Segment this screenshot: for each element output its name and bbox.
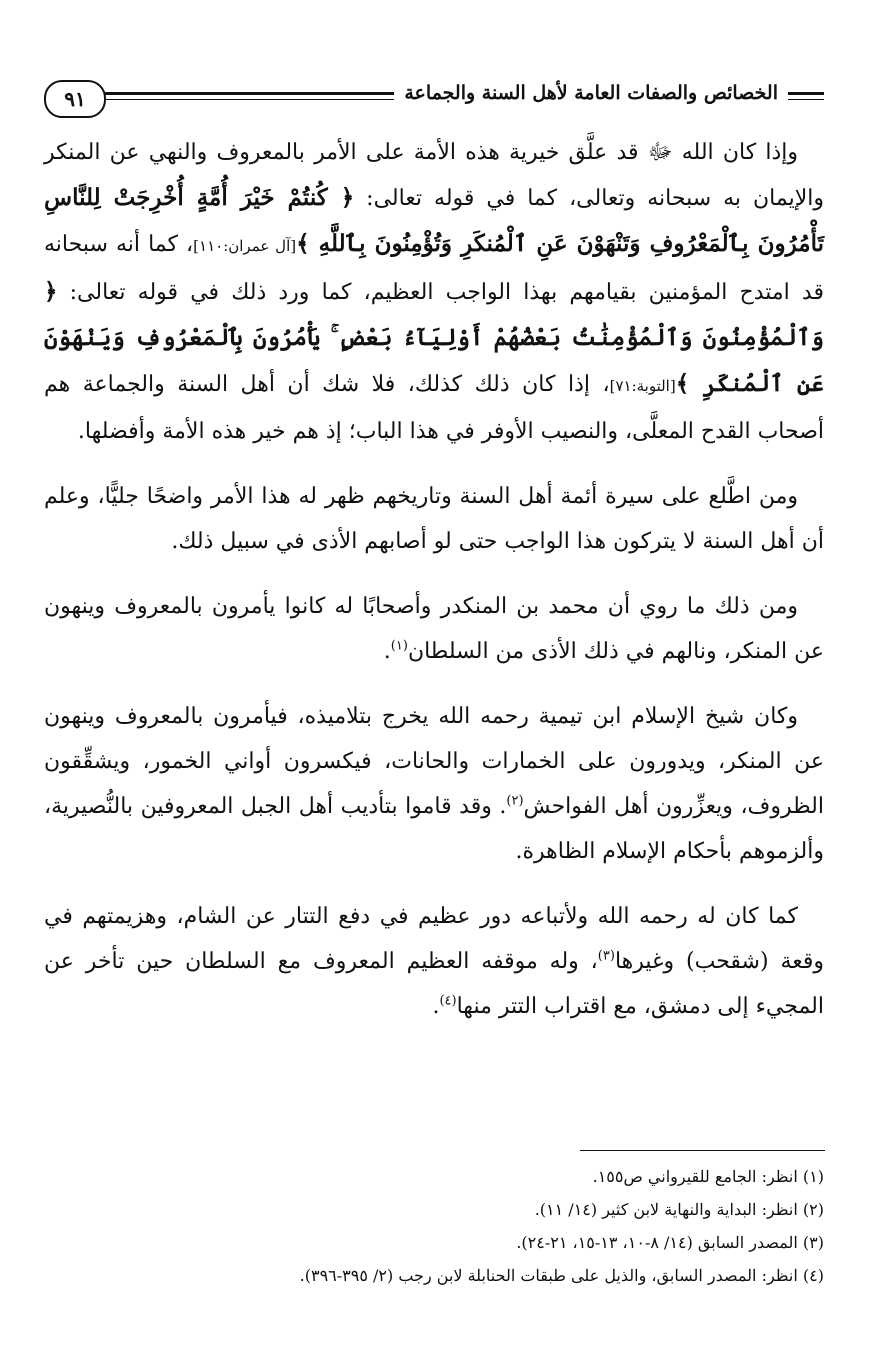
quran-verse-1: ﴿ كُنتُمْ خَيْرَ أُمَّةٍ أُخْرِجَتْ لِلنَّاسِ تَأْمُرُونَ بِٱلْمَعْرُوفِ وَتَنْهَوْنَ عَنِ ٱلْمُنكَرِ وَتُؤْمِنُونَ بِٱللَّهِ ﴾ (44, 184, 824, 257)
p5-mid: ، وله موقفه العظيم المعروف مع السلطان حين تأخر عن المجيء إلى دمشق، مع اقتراب التتر منها (44, 949, 824, 1019)
verse-citation-1: [آل عمران:١١٠] (193, 237, 297, 255)
p1-text-3: ، إذا كان ذلك كذلك، فلا شك أن أهل السنة والجماعة هم أصحاب القدح المعلَّى، والنصيب الأوفر في هذا الباب؛ إذ هم خير هذه الأمة وأفضلها. (44, 372, 824, 444)
p1-text-2: ، كما أنه سبحانه قد امتدح المؤمنين بقيامهم بهذا الواجب العظيم، كما ورد ذلك في قوله تعالى: (44, 232, 824, 305)
running-title: الخصائص والصفات العامة لأهل السنة والجماعة (394, 82, 788, 104)
footnote-ref-1[interactable]: (١) (390, 638, 408, 654)
p1-text-1: وإذا كان الله ﷻ قد علَّق خيرية هذه الأمة على الأمر بالمعروف والنهي عن المنكر والإيمان به سبحانه وتعالى، كما في قوله تعالى: (44, 140, 824, 211)
paragraph-4 (44, 694, 824, 874)
footnote-4: (٤) انظر: المصدر السابق، والذيل على طبقات الحنابلة لابن رجب (٢/ ٣٩٥-٣٩٦). (299, 1266, 824, 1285)
p3-text: ومن ذلك ما روي أن محمد بن المنكدر وأصحابًا له كانوا يأمرون بالمعروف وينهون عن المنكر، ونالهم في ذلك الأذى من السلطان (44, 594, 824, 664)
p4-text: وكان شيخ الإسلام ابن تيمية رحمه الله يخرج بتلاميذه، فيأمرون بالمعروف وينهون عن المنكر، ويدورون على الخمارات والحانات، فيكسرون أواني الخمور، ويشقِّقون الظروف، ويعزِّرون أهل الفواحش (44, 704, 824, 819)
footnote-1: (١) انظر: الجامع للقيرواني ص١٥٥. (592, 1167, 824, 1186)
footnote-ref-4[interactable]: (٤) (439, 993, 457, 1009)
footnote-ref-2[interactable]: (٢) (506, 793, 524, 809)
main-text (44, 130, 824, 1049)
footnote-2: (٢) انظر: البداية والنهاية لابن كثير (١٤/ ١١). (534, 1200, 824, 1219)
paragraph-3 (44, 584, 824, 674)
page-header (44, 80, 824, 120)
p3-end: . (383, 639, 391, 664)
footnote-ref-3[interactable]: (٣) (597, 948, 615, 964)
p5-end: . (432, 994, 440, 1019)
p5-text: كما كان له رحمه الله ولأتباعه دور عظيم في دفع التتار عن الشام، وهزيمتهم في وقعة (شقحب) وغيرها (44, 904, 824, 974)
quran-verse-2: ﴿ وَٱلْمُؤْمِنُونَ وَٱلْمُؤْمِنَٰتُ بَعْضُهُمْ أَوْلِيَآءُ بَعْضٍ ۚ يَأْمُرُونَ بِٱلْمَعْرُوفِ وَيَنْهَوْنَ عَنِ ٱلْمُنكَرِ ﴾ (44, 278, 824, 397)
page-number: ٩١ (44, 80, 106, 118)
verse-citation-2: [التوبة:٧١] (609, 377, 676, 395)
p4-end: . وقد قاموا بتأديب أهل الجبل المعروفين بالنُّصيرية، وألزموهم بأحكام الإسلام الظاهرة. (44, 794, 824, 864)
footnotes (44, 1160, 824, 1292)
footnote-3: (٣) المصدر السابق (١٤/ ٨-١٠، ١٣-١٥، ٢١-٢٤). (516, 1233, 824, 1252)
paragraph-1 (44, 130, 824, 454)
footnote-separator (580, 1150, 825, 1151)
paragraph-2: ومن اطَّلع على سيرة أئمة أهل السنة وتاريخهم ظهر له هذا الأمر واضحًا جليًّا، وعلم أن أهل السنة لا يتركون هذا الواجب حتى لو أصابهم الأذى في سبيل ذلك. (44, 484, 824, 554)
paragraph-5 (44, 894, 824, 1029)
